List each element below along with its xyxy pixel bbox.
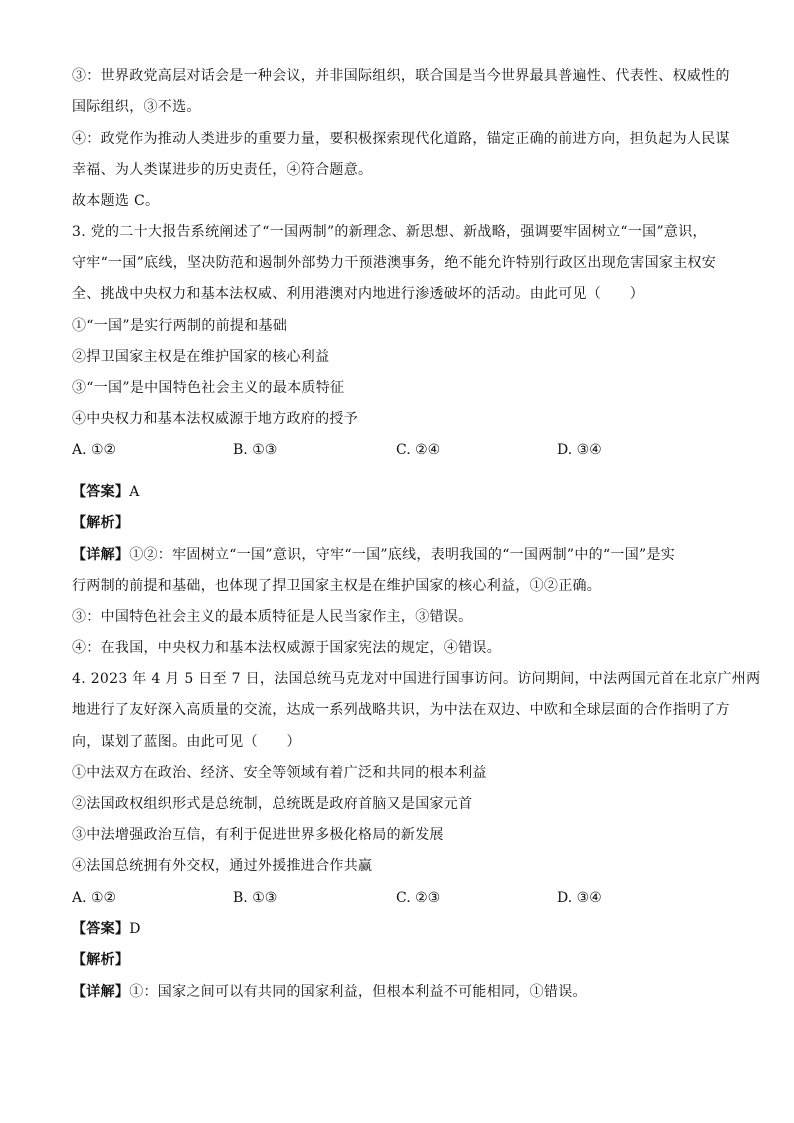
answer-tag: 【答案】 [72,921,130,937]
text-line: ④：政党作为推动人类进步的重要力量，要积极探索现代化道路，锚定正确的前进方向，担负起为人民谋 [72,131,730,147]
question-3-statement: ①“一国”是实行两制的前提和基础 [72,318,288,334]
question-4-option-b: B. ①③ [233,890,278,906]
detail-text: ①：国家之间可以有共同的国家利益，但根本利益不可能相同，①错误。 [129,984,587,1000]
answer-value: A [129,484,140,500]
question-4-stem: 向，谋划了蓝图。由此可见（ ） [72,734,301,750]
text-line: 幸福、为人类谋进步的历史责任，④符合题意。 [72,162,373,178]
detail-text: ①②：牢固树立“一国”意识，守牢“一国”底线，表明我国的“一国两制”中的“一国”是实 [129,547,676,563]
question-4-stem: 4. 2023 年 4 月 5 日至 7 日，法国总统马克龙对中国进行国事访问。访问期间，中法两国元首在北京广州两 [72,671,761,687]
question-4-statement: ①中法双方在政治、经济、安全等领域有着广泛和共同的根本利益 [72,765,487,781]
question-3-stem: 3. 党的二十大报告系统阐述了“一国两制”的新理念、新思想、新战略，强调要牢固树立“一国”意识， [72,224,707,240]
question-3-option-a: A. ①② [72,442,117,458]
question-4-statement: ②法国政权组织形式是总统制，总统既是政府首脑又是国家元首 [72,796,473,812]
question-4-option-a: A. ①② [72,890,117,906]
question-3-stem: 全、挑战中央权力和基本法权威、利用港澳对内地进行渗透破坏的活动。由此可见（ ） [72,286,644,302]
answer-tag: 【答案】 [72,484,130,500]
question-4-statement: ③中法增强政治互信，有利于促进世界多极化格局的新发展 [72,827,444,843]
analysis-tag: 【解析】 [72,952,130,968]
question-3-statement: ③“一国”是中国特色社会主义的最本质特征 [72,380,345,396]
question-3-statement: ④中央权力和基本法权威源于地方政府的授予 [72,411,358,427]
detail-tag: 【详解】 [72,984,130,1000]
question-3-stem: 守牢“一国”底线，坚决防范和遏制外部势力干预港澳事务，绝不能允许特别行政区出现危害国家主权安 [72,255,717,271]
question-3-detail: ③：中国特色社会主义的最本质特征是人民当家作主，③错误。 [72,609,473,625]
question-4-stem: 地进行了友好深入高质量的交流，达成一系列战略共识，为中法在双边、中欧和全球层面的合作指明了方 [72,702,730,718]
question-3-answer [72,482,732,502]
analysis-tag: 【解析】 [72,515,130,531]
question-3-option-c: C. ②④ [396,442,441,458]
question-3-detail: ④：在我国，中央权力和基本法权威源于国家宪法的规定，④错误。 [72,640,501,656]
question-4-statement: ④法国总统拥有外交权，通过外援推进合作共赢 [72,858,373,874]
question-4-option-c: C. ②③ [396,890,441,906]
question-3-analysis-heading [72,513,732,533]
answer-value: D [129,921,141,937]
question-4-option-d: D. ③④ [557,890,602,906]
text-line: ③：世界政党高层对话会是一种会议，并非国际组织，联合国是当今世界最具普遍性、代表性、权威性的 [72,68,730,84]
question-4-detail [72,982,732,1002]
text-line: 国际组织，③不选。 [72,99,201,115]
detail-tag: 【详解】 [72,547,130,563]
question-4-analysis-heading [72,950,732,970]
question-3-detail: 行两制的前提和基础，也体现了捍卫国家主权是在维护国家的核心利益，①②正确。 [72,578,602,594]
question-3-option-d: D. ③④ [557,442,602,458]
text-line: 故本题选 C。 [72,193,160,209]
question-3-option-b: B. ①③ [233,442,278,458]
question-4-answer [72,919,732,939]
question-3-statement: ②捍卫国家主权是在维护国家的核心利益 [72,349,330,365]
question-3-detail [72,545,732,565]
